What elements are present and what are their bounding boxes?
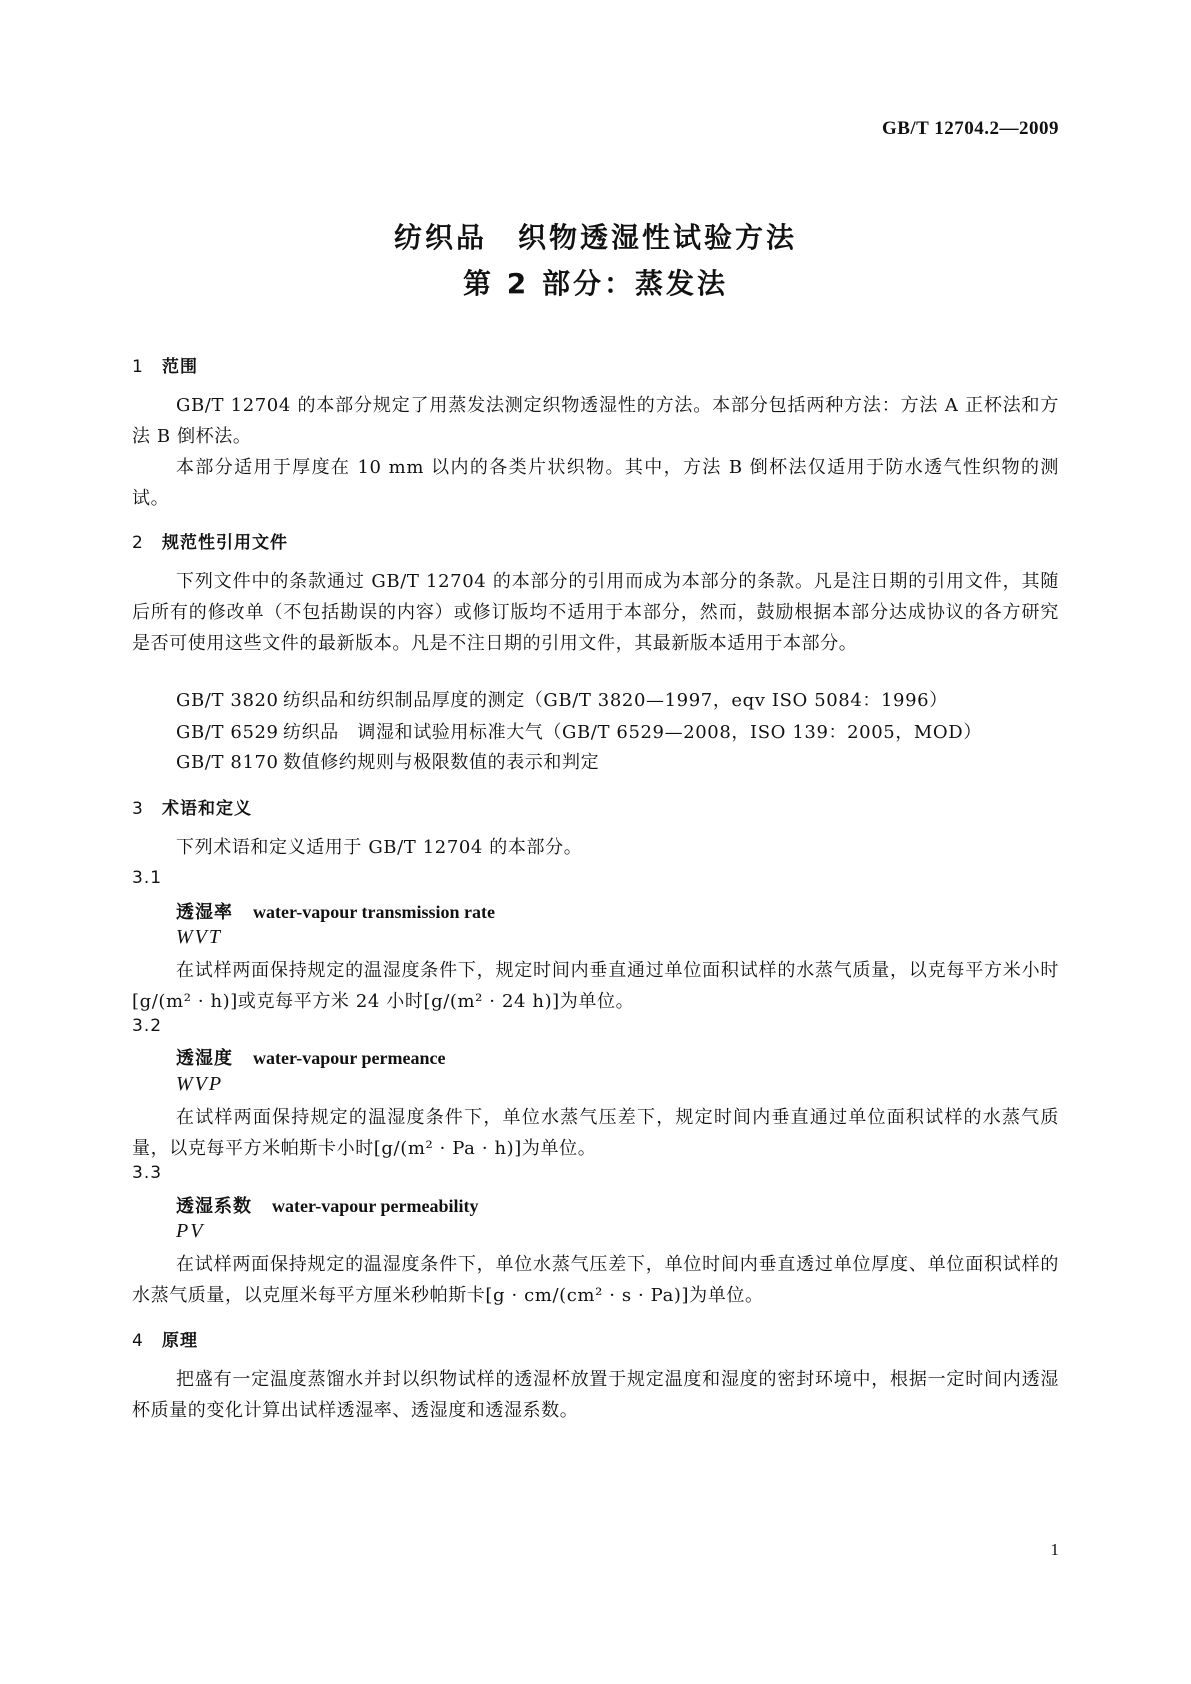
term-english: water-vapour transmission rate bbox=[253, 902, 495, 922]
section-number: 3 bbox=[132, 799, 144, 819]
section-2-heading bbox=[132, 528, 288, 553]
reference-item bbox=[176, 686, 948, 712]
reference-code: GB/T 6529 bbox=[176, 722, 279, 743]
section-title: 范围 bbox=[162, 357, 198, 377]
reference-item bbox=[176, 718, 982, 744]
subclause-number: 3.1 bbox=[132, 868, 163, 888]
section-title: 原理 bbox=[162, 1331, 198, 1351]
reference-title: 纺织品和纺织制品厚度的测定（GB/T 3820—1997，eqv ISO 5084：1996） bbox=[283, 690, 948, 711]
page-number: 1 bbox=[1050, 1540, 1059, 1559]
section-title: 术语和定义 bbox=[162, 799, 252, 819]
term-abbreviation: WVT bbox=[176, 926, 222, 948]
term-heading bbox=[176, 1192, 478, 1218]
section-2-paragraph-1: 下列文件中的条款通过 GB/T 12704 的本部分的引用而成为本部分的条款。凡是注日期的引用文件，其随后所有的修改单（不包括勘误的内容）或修订版均不适用于本部分，然而，鼓励根据本部分达成协议的各方研究是否可使用这些文件的最新版本。凡是不注日期的引用文件，其最新版本适用于本部分。 bbox=[132, 571, 1059, 654]
term-english: water-vapour permeability bbox=[272, 1196, 479, 1216]
term-chinese: 透湿率 bbox=[176, 902, 233, 923]
standard-code: GB/T 12704.2—2009 bbox=[881, 118, 1059, 139]
term-heading bbox=[176, 898, 495, 924]
section-3-intro: 下列术语和定义适用于 GB/T 12704 的本部分。 bbox=[176, 837, 583, 858]
section-4-paragraph-1: 把盛有一定温度蒸馏水并封以织物试样的透湿杯放置于规定温度和湿度的密封环境中，根据一定时间内透湿杯质量的变化计算出试样透湿率、透湿度和透湿系数。 bbox=[132, 1369, 1059, 1421]
document-title-line1: 纺织品 织物透湿性试验方法 bbox=[393, 221, 797, 254]
term-english: water-vapour permeance bbox=[253, 1048, 446, 1068]
term-definition: 在试样两面保持规定的温湿度条件下，规定时间内垂直通过单位面积试样的水蒸气质量，以克每平方米小时[g/(m² · h)]或克每平方米 24 小时[g/(m² · 24 h)]为单位。 bbox=[132, 960, 1059, 1012]
section-number: 1 bbox=[132, 357, 144, 377]
reference-item bbox=[176, 748, 599, 774]
reference-code: GB/T 3820 bbox=[176, 690, 279, 711]
term-chinese: 透湿度 bbox=[176, 1048, 233, 1069]
reference-code: GB/T 8170 bbox=[176, 752, 279, 773]
term-abbreviation: WVP bbox=[176, 1073, 224, 1095]
subclause-number: 3.3 bbox=[132, 1163, 163, 1183]
reference-title: 纺织品 调湿和试验用标准大气（GB/T 6529—2008，ISO 139：2005，MOD） bbox=[283, 722, 982, 743]
document-title-line2: 第 2 部分：蒸发法 bbox=[463, 267, 728, 300]
term-definition: 在试样两面保持规定的温湿度条件下，单位水蒸气压差下，规定时间内垂直通过单位面积试样的水蒸气质量，以克每平方米帕斯卡小时[g/(m² · Pa · h)]为单位。 bbox=[132, 1107, 1059, 1159]
section-1-heading bbox=[132, 352, 198, 377]
section-3-heading bbox=[132, 794, 252, 819]
section-number: 2 bbox=[132, 533, 144, 553]
term-definition: 在试样两面保持规定的温湿度条件下，单位水蒸气压差下，单位时间内垂直透过单位厚度、单位面积试样的水蒸气质量，以克厘米每平方厘米秒帕斯卡[g · cm/(cm² · s · Pa)]为单位。 bbox=[132, 1254, 1059, 1306]
subclause-number: 3.2 bbox=[132, 1016, 163, 1036]
section-number: 4 bbox=[132, 1331, 144, 1351]
term-chinese: 透湿系数 bbox=[176, 1196, 252, 1217]
section-title: 规范性引用文件 bbox=[162, 533, 288, 553]
term-abbreviation: PV bbox=[176, 1220, 205, 1242]
section-1-paragraph-1: GB/T 12704 的本部分规定了用蒸发法测定织物透湿性的方法。本部分包括两种方法：方法 A 正杯法和方法 B 倒杯法。 bbox=[132, 395, 1059, 447]
term-heading bbox=[176, 1044, 445, 1070]
reference-title: 数值修约规则与极限数值的表示和判定 bbox=[283, 752, 600, 773]
section-1-paragraph-2: 本部分适用于厚度在 10 mm 以内的各类片状织物。其中，方法 B 倒杯法仅适用于防水透气性织物的测试。 bbox=[132, 457, 1059, 509]
section-4-heading bbox=[132, 1326, 198, 1351]
